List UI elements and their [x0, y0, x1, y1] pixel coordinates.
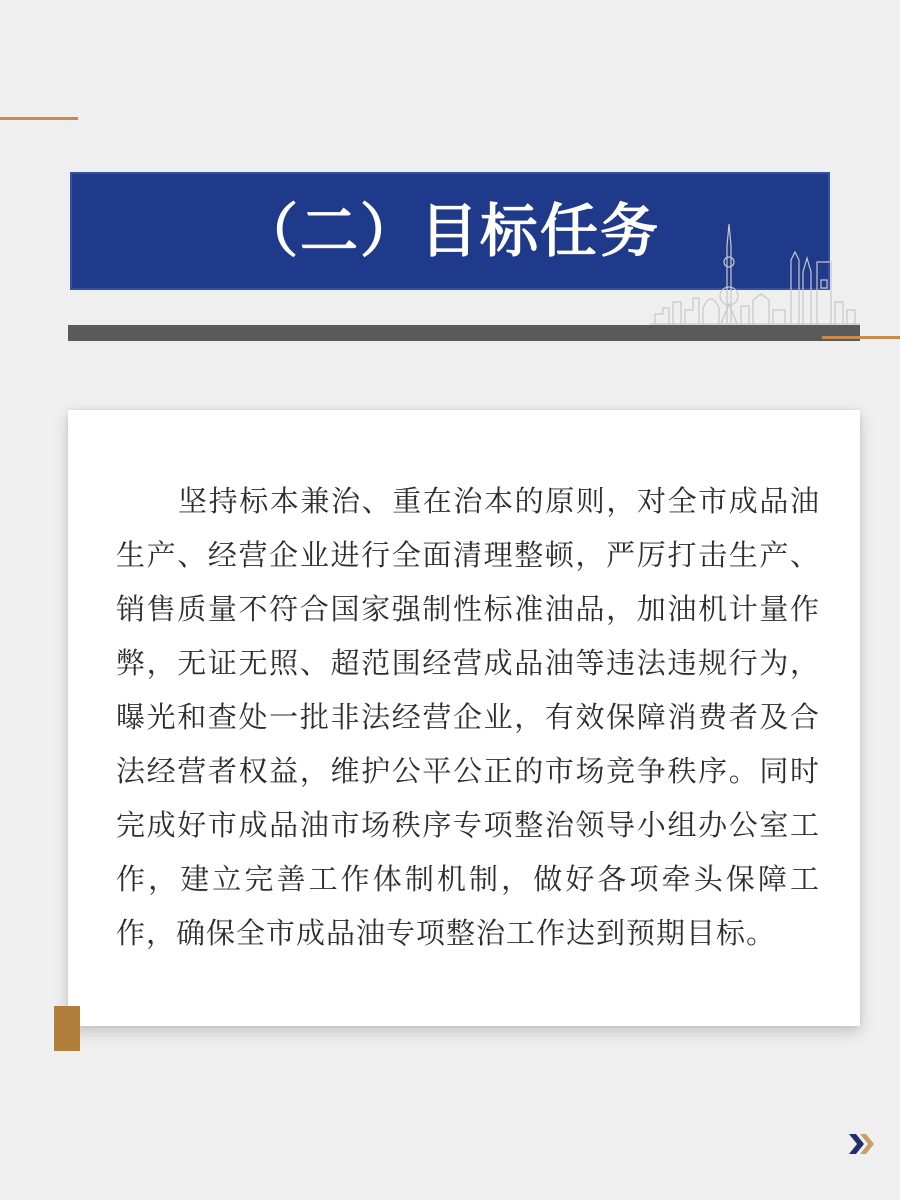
page-title: （二）目标任务: [239, 197, 660, 265]
body-paragraph: 坚持标本兼治、重在治本的原则，对全市成品油生产、经营企业进行全面清理整顿，严厉打击生产、销售质量不符合国家强制性标准油品，加油机计量作弊，无证无照、超范围经营成品油等违法违规行为，曝光和查处一批非法经营企业，有效保障消费者及合法经营者权益，维护公平公正的市场竞争秩序。同时完成好市成品油市场秩序专项整治领导小组办公室工作，建立完善工作体制机制，做好各项牵头保障工作，确保全市成品油专项整治工作达到预期目标。: [116, 484, 820, 950]
right-accent-line: [822, 336, 900, 339]
gold-corner-block: [54, 1006, 80, 1051]
content-card: [68, 410, 860, 1026]
top-left-accent-line: [0, 117, 78, 120]
double-chevron-right-icon[interactable]: [846, 1126, 876, 1162]
city-skyline-icon: [645, 222, 865, 332]
divider-bar: [68, 325, 860, 341]
